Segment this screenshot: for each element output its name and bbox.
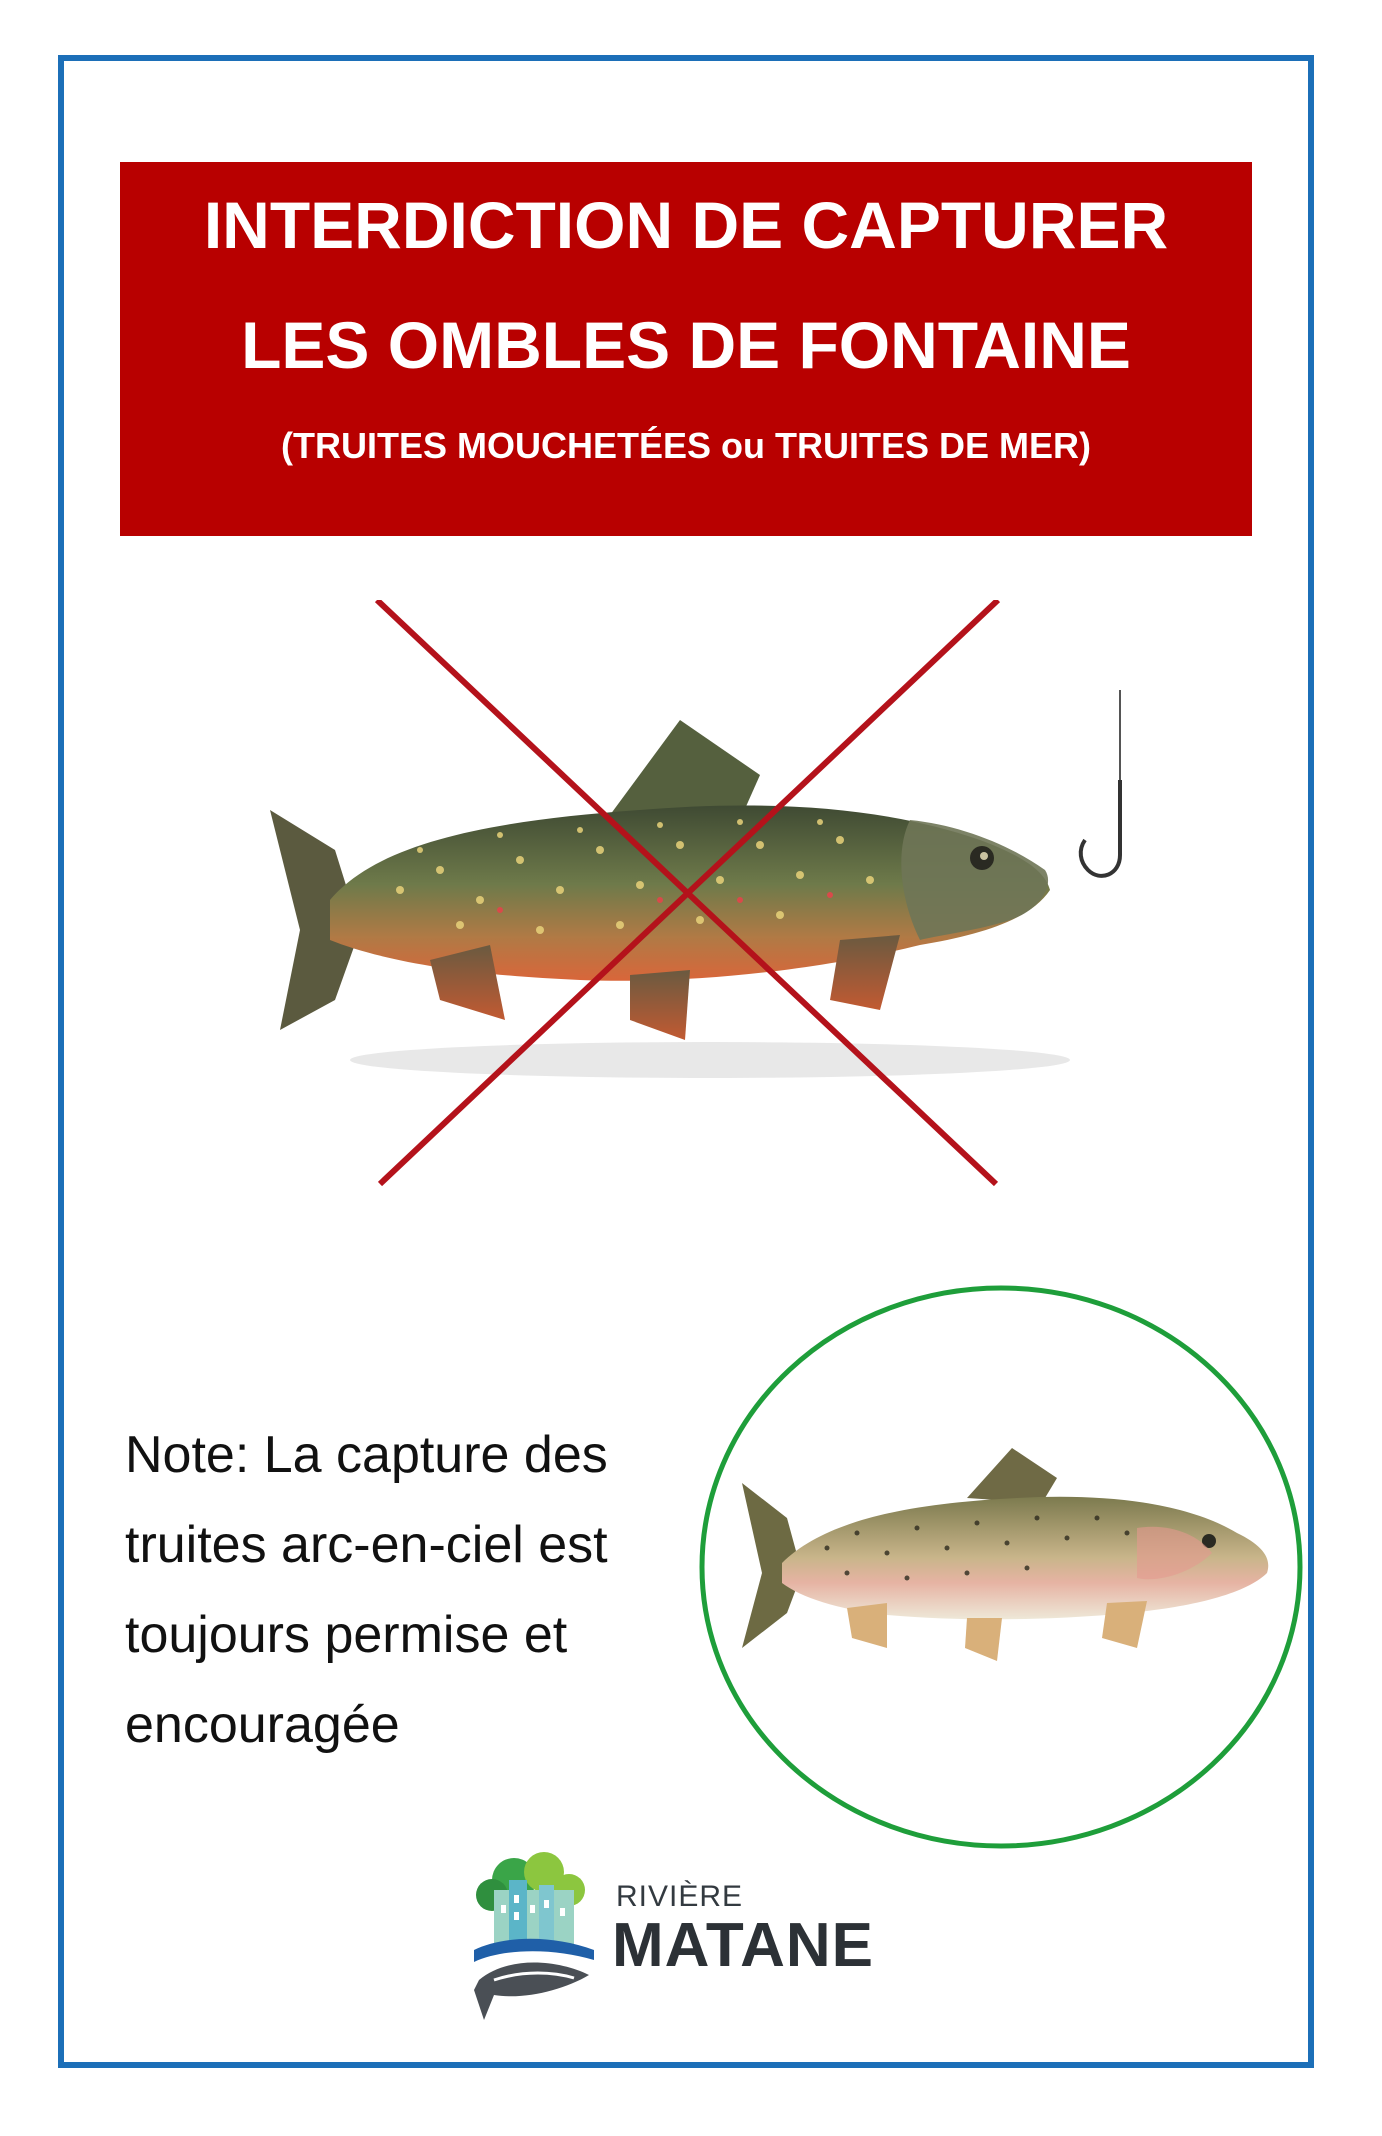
note-line-3: toujours permise et xyxy=(125,1606,568,1664)
banner-title-line1: INTERDICTION DE CAPTURER xyxy=(203,188,1169,262)
rainbow-trout-circle xyxy=(697,1283,1305,1851)
pectoral-fin xyxy=(830,935,900,1010)
note-line-1: Note: La capture des xyxy=(125,1426,608,1484)
brook-trout-illustration xyxy=(240,600,1200,1210)
warning-banner xyxy=(120,162,1252,536)
note-line-2: truites arc-en-ciel est xyxy=(125,1516,608,1574)
dorsal-fin xyxy=(610,720,760,820)
banner-subtitle: (TRUITES MOUCHETÉES ou TRUITES DE MER) xyxy=(281,425,1091,466)
logo-text-matane: MATANE xyxy=(612,1911,874,1980)
note-line-4: encouragée xyxy=(125,1696,400,1754)
riviere-matane-logo xyxy=(464,1850,884,2040)
pelvic-fin xyxy=(630,970,690,1040)
logo-text-riviere: RIVIÈRE xyxy=(616,1880,744,1913)
note-text xyxy=(125,1410,685,1770)
banner-title-line2: LES OMBLES DE FONTAINE xyxy=(241,308,1131,382)
fishing-hook-icon xyxy=(1081,780,1120,876)
logo-emblem-icon xyxy=(464,1850,604,2040)
